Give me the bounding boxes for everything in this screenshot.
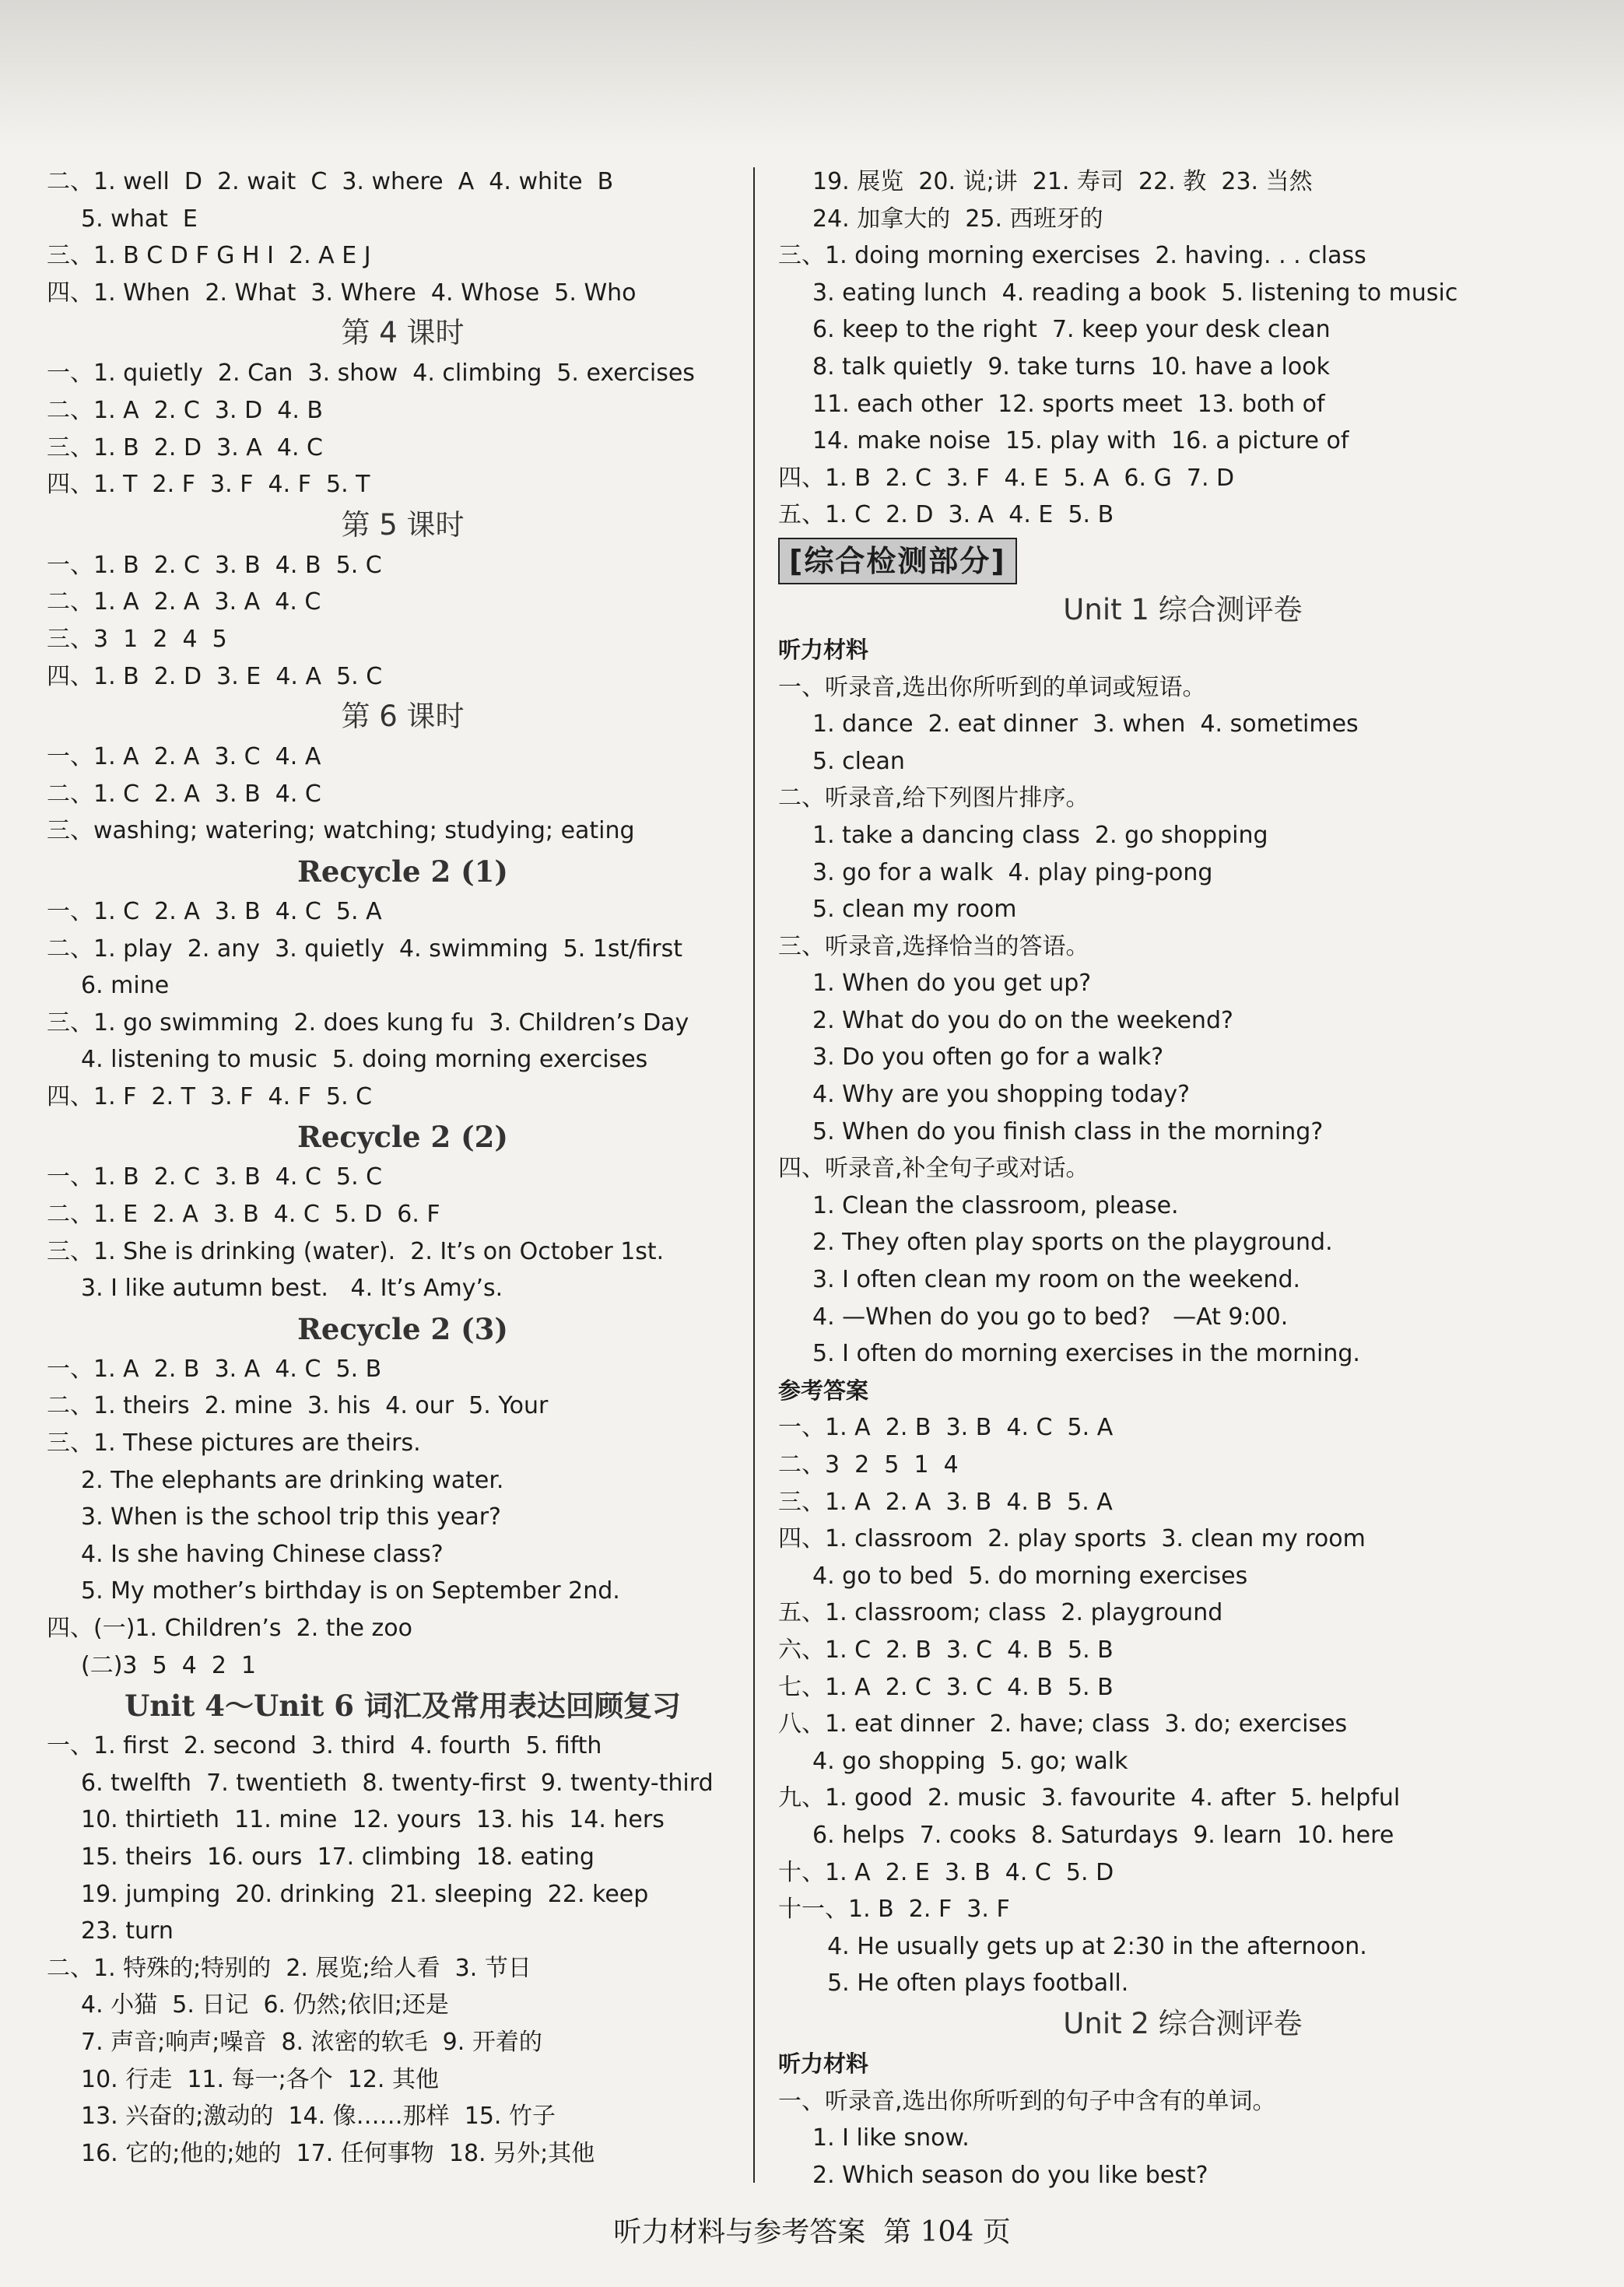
answer-line: 6. keep to the right 7. keep your desk clean <box>812 316 1331 344</box>
answer-line: 1. I like snow. <box>812 2124 970 2152</box>
answer-line: 一、1. A 2. B 3. A 4. C 5. B <box>47 1355 382 1383</box>
answer-line: 6. helps 7. cooks 8. Saturdays 9. learn 10. here <box>812 1821 1394 1849</box>
answer-line: 3. When is the school trip this year? <box>81 1503 501 1531</box>
answer-line: 5. what E <box>81 205 198 233</box>
answer-line: 8. talk quietly 9. take turns 10. have a look <box>812 353 1330 381</box>
answer-line: 四、1. B 2. C 3. F 4. E 5. A 6. G 7. D <box>778 464 1235 492</box>
answer-line: 1. When do you get up? <box>812 970 1092 998</box>
answer-line: 3. I like autumn best. 4. It’s Amy’s. <box>81 1275 503 1303</box>
answer-line: 七、1. A 2. C 3. C 4. B 5. B <box>778 1673 1114 1701</box>
answer-line: 3. go for a walk 4. play ping-pong <box>812 858 1213 886</box>
answer-line: 1. dance 2. eat dinner 3. when 4. sometimes <box>812 710 1359 738</box>
answer-line: 八、1. eat dinner 2. have; class 3. do; exercises <box>778 1710 1348 1738</box>
answer-line: 二、1. theirs 2. mine 3. his 4. our 5. Your <box>47 1392 549 1420</box>
subsection-label: 听力材料 <box>778 636 869 663</box>
answer-line: 三、1. She is drinking (water). 2. It’s on October 1st. <box>47 1237 665 1265</box>
answer-line: 一、1. B 2. C 3. B 4. C 5. C <box>47 1163 383 1191</box>
answer-line: 4. Is she having Chinese class? <box>81 1540 444 1568</box>
answer-line: 24. 加拿大的 25. 西班牙的 <box>812 205 1103 233</box>
answer-line: 二、1. A 2. A 3. A 4. C <box>47 588 321 616</box>
answer-line: 三、1. These pictures are theirs. <box>47 1429 421 1457</box>
section-heading: Recycle 2 (1) <box>297 854 508 889</box>
page-footer: 听力材料与参考答案 第 104 页 <box>613 2216 1011 2248</box>
answer-line: 四、1. T 2. F 3. F 4. F 5. T <box>47 471 370 499</box>
answer-line: 一、听录音,选出你所听到的句子中含有的单词。 <box>778 2087 1276 2115</box>
answer-line: 三、1. doing morning exercises 2. having. . . class <box>778 242 1366 270</box>
answer-line: 十、1. A 2. E 3. B 4. C 5. D <box>778 1858 1114 1886</box>
answer-line: 二、1. 特殊的;特别的 2. 展览;给人看 3. 节日 <box>47 1954 531 1982</box>
answer-line: 一、1. A 2. A 3. C 4. A <box>47 743 321 771</box>
answer-line: 10. 行走 11. 每一;各个 12. 其他 <box>81 2065 439 2093</box>
answer-line: 4. go to bed 5. do morning exercises <box>812 1562 1248 1590</box>
answer-line: 一、1. B 2. C 3. B 4. B 5. C <box>47 551 382 579</box>
right-column <box>778 163 1587 2194</box>
answer-line: 三、1. go swimming 2. does kung fu 3. Children’s Day <box>47 1008 689 1037</box>
answer-line: 三、3 1 2 4 5 <box>47 625 227 653</box>
answer-line: 一、1. C 2. A 3. B 4. C 5. A <box>47 897 382 925</box>
answer-line: 4. He usually gets up at 2:30 in the afternoon. <box>812 1932 1367 1960</box>
left-column <box>47 163 759 2172</box>
answer-line: 5. My mother’s birthday is on September 2nd. <box>81 1577 620 1605</box>
section-heading: 第 4 课时 <box>341 316 465 350</box>
answer-line: 一、1. quietly 2. Can 3. show 4. climbing 5. exercises <box>47 360 695 388</box>
answer-line: 一、1. A 2. B 3. B 4. C 5. A <box>778 1414 1114 1442</box>
section-heading: Unit 4～Unit 6 词汇及常用表达回顾复习 <box>125 1689 681 1724</box>
answer-line: 三、1. B 2. D 3. A 4. C <box>47 433 324 461</box>
answer-line: 三、听录音,选择恰当的答语。 <box>778 932 1089 960</box>
page-top-shadow <box>0 0 1624 148</box>
answer-line: 五、1. classroom; class 2. playground <box>778 1599 1223 1627</box>
answer-line: 三、washing; watering; watching; studying; eating <box>47 817 635 845</box>
answer-line: 十一、1. B 2. F 3. F <box>778 1896 1010 1924</box>
answer-line: 四、(一)1. Children’s 2. the zoo <box>47 1615 413 1642</box>
answer-line: 四、1. F 2. T 3. F 4. F 5. C <box>47 1082 373 1110</box>
section-heading: 第 6 课时 <box>341 700 465 734</box>
answer-line: 2. Which season do you like best? <box>812 2161 1208 2189</box>
answer-line: 19. jumping 20. drinking 21. sleeping 22. keep <box>81 1880 649 1908</box>
answer-line: 5. I often do morning exercises in the morning. <box>812 1340 1360 1368</box>
subsection-label: 参考答案 <box>778 1377 869 1404</box>
answer-line: 3. Do you often go for a walk? <box>812 1044 1164 1072</box>
answer-line: (二)3 5 4 2 1 <box>81 1651 257 1679</box>
answer-line: 1. take a dancing class 2. go shopping <box>812 821 1268 849</box>
answer-line: 4. —When do you go to bed? —At 9:00. <box>812 1303 1289 1331</box>
section-heading: Unit 2 综合测评卷 <box>1063 2006 1303 2040</box>
answer-line: 九、1. good 2. music 3. favourite 4. after 5. helpful <box>778 1784 1401 1812</box>
answer-line: 四、1. classroom 2. play sports 3. clean my room <box>778 1525 1366 1553</box>
answer-line: 5. When do you finish class in the morning? <box>812 1117 1324 1145</box>
answer-line: 4. listening to music 5. doing morning exercises <box>81 1046 648 1074</box>
answer-line: 一、1. first 2. second 3. third 4. fourth 5. fifth <box>47 1732 602 1760</box>
answer-line: 一、听录音,选出你所听到的单词或短语。 <box>778 673 1206 701</box>
answer-line: 4. Why are you shopping today? <box>812 1081 1191 1109</box>
section-banner <box>778 534 1587 588</box>
answer-line: 四、1. B 2. D 3. E 4. A 5. C <box>47 662 383 690</box>
section-heading: Unit 1 综合测评卷 <box>1063 592 1303 626</box>
answer-line: 14. make noise 15. play with 16. a picture of <box>812 427 1349 455</box>
answer-line: 3. eating lunch 4. reading a book 5. listening to music <box>812 279 1458 307</box>
answer-line: 二、1. E 2. A 3. B 4. C 5. D 6. F <box>47 1201 440 1229</box>
answer-line: 19. 展览 20. 说;讲 21. 寿司 22. 教 23. 当然 <box>812 168 1313 195</box>
answer-line: 二、1. C 2. A 3. B 4. C <box>47 780 321 808</box>
subsection-label: 听力材料 <box>778 2050 869 2077</box>
answer-line: 四、听录音,补全句子或对话。 <box>778 1155 1089 1183</box>
answer-line: 三、1. A 2. A 3. B 4. B 5. A <box>778 1488 1113 1516</box>
answer-line: 23. turn <box>81 1917 174 1945</box>
answer-line: 13. 兴奋的;激动的 14. 像……那样 15. 竹子 <box>81 2103 556 2131</box>
answer-line: 二、1. play 2. any 3. quietly 4. swimming 5. 1st/first <box>47 935 683 963</box>
answer-line: 5. clean <box>812 747 905 775</box>
answer-line: 四、1. When 2. What 3. Where 4. Whose 5. Who <box>47 279 637 307</box>
answer-line: 4. 小猫 5. 日记 6. 仍然;依旧;还是 <box>81 1991 449 2019</box>
answer-line: 16. 它的;他的;她的 17. 任何事物 18. 另外;其他 <box>81 2139 595 2167</box>
answer-line: 二、听录音,给下列图片排序。 <box>778 784 1089 812</box>
answer-line: 三、1. B C D F G H I 2. A E J <box>47 242 371 270</box>
answer-line: 6. twelfth 7. twentieth 8. twenty-first 9. twenty-third <box>81 1769 714 1797</box>
answer-line: 15. theirs 16. ours 17. climbing 18. eating <box>81 1843 595 1871</box>
answer-line: 6. mine <box>81 972 170 1000</box>
answer-line: 11. each other 12. sports meet 13. both of <box>812 390 1325 418</box>
section-banner-label: [综合检测部分] <box>778 538 1017 584</box>
answer-line: 2. The elephants are drinking water. <box>81 1466 504 1494</box>
answer-line: 5. clean my room <box>812 896 1017 924</box>
answer-line: 4. go shopping 5. go; walk <box>812 1747 1128 1775</box>
answer-line: 2. What do you do on the weekend? <box>812 1006 1233 1034</box>
answer-line: 3. I often clean my room on the weekend. <box>812 1266 1301 1294</box>
answer-line: 二、3 2 5 1 4 <box>778 1451 959 1478</box>
answer-line: 7. 声音;响声;噪音 8. 浓密的软毛 9. 开着的 <box>81 2028 542 2056</box>
answer-line: 二、1. well D 2. wait C 3. where A 4. white B <box>47 168 614 195</box>
answer-line: 1. Clean the classroom, please. <box>812 1191 1179 1219</box>
section-heading: 第 5 课时 <box>341 507 465 542</box>
answer-line: 2. They often play sports on the playground. <box>812 1229 1333 1257</box>
answer-line: 5. He often plays football. <box>812 1970 1129 1998</box>
answer-line: 六、1. C 2. B 3. C 4. B 5. B <box>778 1636 1114 1664</box>
answer-line: 五、1. C 2. D 3. A 4. E 5. B <box>778 501 1114 529</box>
section-heading: Recycle 2 (2) <box>297 1120 508 1155</box>
section-heading: Recycle 2 (3) <box>297 1311 508 1346</box>
answer-line: 10. thirtieth 11. mine 12. yours 13. his 14. hers <box>81 1806 665 1834</box>
answer-line: 二、1. A 2. C 3. D 4. B <box>47 396 324 424</box>
